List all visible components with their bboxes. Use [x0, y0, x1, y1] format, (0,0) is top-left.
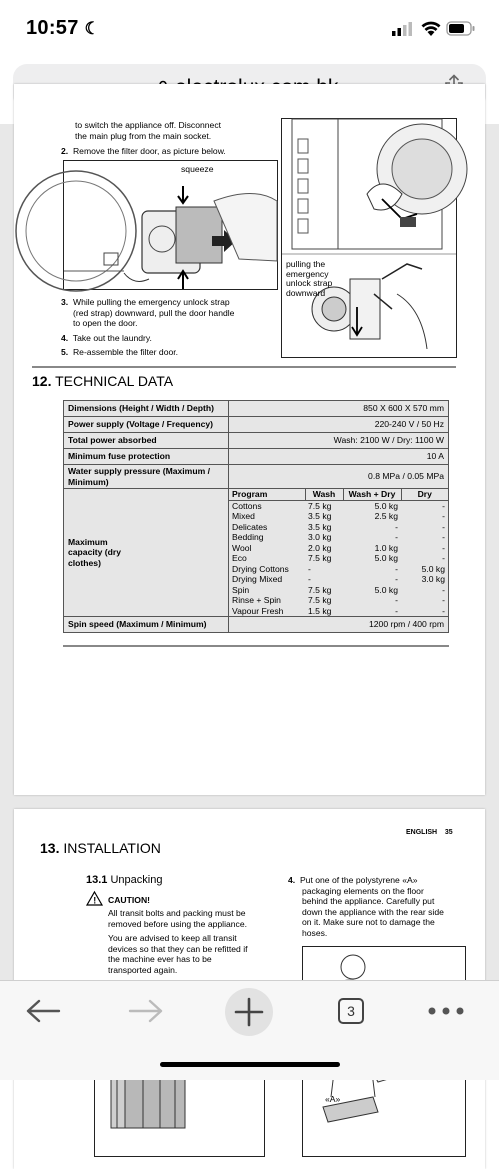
- capacity-cell: -: [343, 595, 401, 606]
- row-label: Dimensions (Height / Width / Depth): [68, 403, 215, 414]
- table-row: [64, 401, 449, 417]
- step-3-line-3: to open the door.: [73, 318, 138, 328]
- capacity-cell: 5.0 kg: [343, 585, 401, 596]
- capacity-cell: 2.5 kg: [343, 511, 401, 522]
- capacity-cell: -: [401, 585, 448, 596]
- section-12-heading: [32, 373, 174, 389]
- capacity-cell: -: [343, 522, 401, 533]
- tab-count-button[interactable]: [338, 998, 364, 1024]
- cut-text: [75, 120, 275, 141]
- advise-line: devices so that they can be refitted if: [108, 943, 248, 954]
- cap-head-wash: Wash: [312, 489, 336, 499]
- section-13-number: 13.: [40, 840, 60, 856]
- subsection-heading: [86, 875, 162, 886]
- capacity-cell: -: [401, 522, 448, 533]
- install-step-4-line: behind the appliance. Carefully put: [302, 896, 435, 906]
- section-12-title: TECHNICAL DATA: [55, 373, 174, 389]
- row-value: 850 X 600 X 570 mm: [229, 401, 449, 417]
- capacity-row: [229, 522, 448, 533]
- capacity-cell: -: [305, 574, 343, 585]
- capacity-cell: 3.0 kg: [305, 532, 343, 543]
- capacity-cell: Bedding: [229, 532, 305, 543]
- step-2-text: Remove the filter door, as picture below.: [72, 146, 226, 156]
- row-label: Total power absorbed: [68, 435, 157, 446]
- capacity-cell: 5.0 kg: [343, 500, 401, 511]
- row-label: Water supply pressure (Maximum / Minimum): [68, 466, 210, 487]
- caution-text: CAUTION!: [108, 895, 151, 905]
- row-label: Minimum fuse protection: [68, 451, 171, 462]
- forward-icon[interactable]: [128, 998, 164, 1024]
- technical-data-table: [63, 400, 449, 633]
- step-5-text: Re-assemble the filter door.: [72, 347, 179, 357]
- capacity-cell: Vapour Fresh: [229, 606, 305, 617]
- install-step-4-line: Put one of the polystyrene «A»: [299, 875, 418, 885]
- divider: [32, 366, 456, 368]
- clock: 10:57 ☾: [26, 17, 101, 39]
- pull-label-3: unlock strap: [286, 278, 333, 288]
- a-label: «A»: [325, 1094, 341, 1104]
- capacity-cell: -: [305, 564, 343, 575]
- capacity-cell: 7.5 kg: [305, 585, 343, 596]
- capacity-subtable: [229, 489, 448, 616]
- subsection-number: 13.1: [86, 874, 108, 886]
- capacity-cell: Spin: [229, 585, 305, 596]
- table-row: [64, 465, 449, 489]
- capacity-cell: 2.0 kg: [305, 543, 343, 554]
- capacity-row: [229, 553, 448, 564]
- capacity-cell: Rinse + Spin: [229, 595, 305, 606]
- caution-line: removed before using the appliance.: [108, 918, 248, 929]
- tab-count: 3: [347, 1003, 355, 1019]
- capacity-cell: 1.0 kg: [343, 543, 401, 554]
- capacity-cell: 5.0 kg: [401, 564, 448, 575]
- capacity-cell: -: [401, 543, 448, 554]
- section-13-heading: [40, 840, 161, 856]
- capacity-cell: 3.5 kg: [305, 511, 343, 522]
- caution-label: [108, 895, 150, 906]
- table-row: [64, 617, 449, 633]
- row-value: 220-240 V / 50 Hz: [229, 417, 449, 433]
- capacity-row: [229, 511, 448, 522]
- install-step-4: 4. Put one of the polystyrene «A» packaging elements on the floor behind the appliance. Carefully put down the appliance with the rear side on it. Make sure not to damage the hoses.: [288, 875, 478, 938]
- capacity-cell: -: [343, 606, 401, 617]
- capacity-cell: 7.5 kg: [305, 595, 343, 606]
- install-step-4-line: on it. Make sure not to damage the: [302, 917, 435, 927]
- capacity-cell: 3.0 kg: [401, 574, 448, 585]
- capacity-row: [229, 606, 448, 617]
- capacity-cell: Drying Cottons: [229, 564, 305, 575]
- language-label: ENGLISH: [406, 829, 438, 836]
- cut-line-2: the main plug from the main socket.: [75, 130, 212, 141]
- capacity-cell: -: [343, 532, 401, 543]
- capacity-cell: -: [401, 532, 448, 543]
- row-value: 10 A: [229, 449, 449, 465]
- capacity-cell: Cottons: [229, 500, 305, 511]
- capacity-cell: -: [401, 553, 448, 564]
- table-row: [64, 489, 449, 617]
- step-4: 4. Take out the laundry.: [61, 333, 152, 343]
- capacity-row: [229, 532, 448, 543]
- section-12-number: 12.: [32, 373, 52, 389]
- capacity-cell: 7.5 kg: [305, 500, 343, 511]
- cap-head-wash-dry: Wash + Dry: [348, 489, 396, 499]
- status-bar: [0, 0, 499, 60]
- row-value: 1200 rpm / 400 rpm: [229, 617, 449, 633]
- capacity-row: [229, 564, 448, 575]
- advise-line: You are advised to keep all transit: [108, 933, 237, 943]
- capacity-cell: 3.5 kg: [305, 522, 343, 533]
- install-step-4-line: packaging elements on the floor: [302, 885, 424, 896]
- cap-head-program: Program: [232, 489, 268, 499]
- capacity-cell: Drying Mixed: [229, 574, 305, 585]
- row-label: Maximum capacity (dry clothes): [68, 536, 122, 568]
- more-icon[interactable]: [427, 1005, 465, 1017]
- filter-door-illustration: [63, 160, 278, 290]
- squeeze-label: squeeze: [181, 164, 214, 174]
- capacity-cell: 7.5 kg: [305, 553, 343, 564]
- battery-icon: [446, 21, 476, 37]
- step-3: 3. While pulling the emergency unlock strap (red strap) downward, pull the door handle to open the door.: [61, 297, 281, 329]
- caution-line: All transit bolts and packing must be: [108, 908, 246, 918]
- row-label: Power supply (Voltage / Frequency): [68, 419, 214, 430]
- step-2: 2. Remove the filter door, as picture below.: [61, 146, 226, 156]
- step-3-line-2: (red strap) downward, pull the door handle: [73, 307, 235, 318]
- cap-head-dry: Dry: [417, 489, 432, 499]
- install-step-4-line: down the appliance with the rear side: [302, 906, 444, 917]
- capacity-row: [229, 500, 448, 511]
- capacity-cell: -: [343, 564, 401, 575]
- wifi-icon: [421, 21, 441, 37]
- capacity-row: [229, 543, 448, 554]
- pull-label-2: emergency: [286, 268, 329, 279]
- capacity-cell: -: [401, 511, 448, 522]
- signal-icon: [392, 22, 414, 36]
- svg-text:!: !: [93, 895, 97, 906]
- moon-icon: ☾: [84, 19, 101, 38]
- table-row: [64, 417, 449, 433]
- table-row: [64, 449, 449, 465]
- capacity-cell: 1.5 kg: [305, 606, 343, 617]
- step-4-text: Take out the laundry.: [72, 333, 152, 343]
- capacity-cell: Delicates: [229, 522, 305, 533]
- row-label: Spin speed (Maximum / Minimum): [68, 619, 207, 630]
- row-value: 0.8 MPa / 0.05 MPa: [229, 465, 449, 489]
- back-icon[interactable]: [25, 998, 61, 1024]
- warning-icon: [86, 891, 103, 906]
- advise-line: the machine ever has to be: [108, 954, 212, 964]
- capacity-row: [229, 595, 448, 606]
- cut-line-1: to switch the appliance off. Disconnect: [75, 120, 222, 130]
- advise-line: transported again.: [108, 964, 178, 975]
- subsection-title: Unpacking: [110, 874, 163, 886]
- home-indicator: [160, 1062, 340, 1067]
- capacity-cell: Mixed: [229, 511, 305, 522]
- capacity-cell: -: [401, 606, 448, 617]
- capacity-row: [229, 574, 448, 585]
- pull-label-1: pulling the: [286, 259, 326, 269]
- capacity-cell: -: [401, 500, 448, 511]
- capacity-row: [229, 585, 448, 596]
- pulling-strap-label: [286, 260, 366, 298]
- page-header: [406, 828, 453, 839]
- capacity-cell: -: [401, 595, 448, 606]
- pdf-viewport[interactable]: [0, 120, 499, 1104]
- divider: [63, 645, 449, 647]
- capacity-cell: Eco: [229, 553, 305, 564]
- table-row: [64, 433, 449, 449]
- emergency-strap-illustration: [281, 118, 457, 358]
- capacity-cell: -: [343, 574, 401, 585]
- step-5: 5. Re-assemble the filter door.: [61, 347, 179, 357]
- plus-icon: [225, 988, 273, 1036]
- pull-label-4: downward: [286, 287, 326, 298]
- new-tab-button[interactable]: [225, 988, 273, 1036]
- step-3-line-1: While pulling the emergency unlock strap: [72, 297, 230, 307]
- pdf-page-34: [14, 84, 485, 795]
- page-number: 35: [444, 829, 453, 836]
- install-step-4-line: hoses.: [302, 927, 328, 938]
- capacity-cell: Wool: [229, 543, 305, 554]
- caution-body: [108, 908, 288, 975]
- section-13-title: INSTALLATION: [63, 840, 161, 856]
- capacity-cell: 5.0 kg: [343, 553, 401, 564]
- row-value: Wash: 2100 W / Dry: 1100 W: [229, 433, 449, 449]
